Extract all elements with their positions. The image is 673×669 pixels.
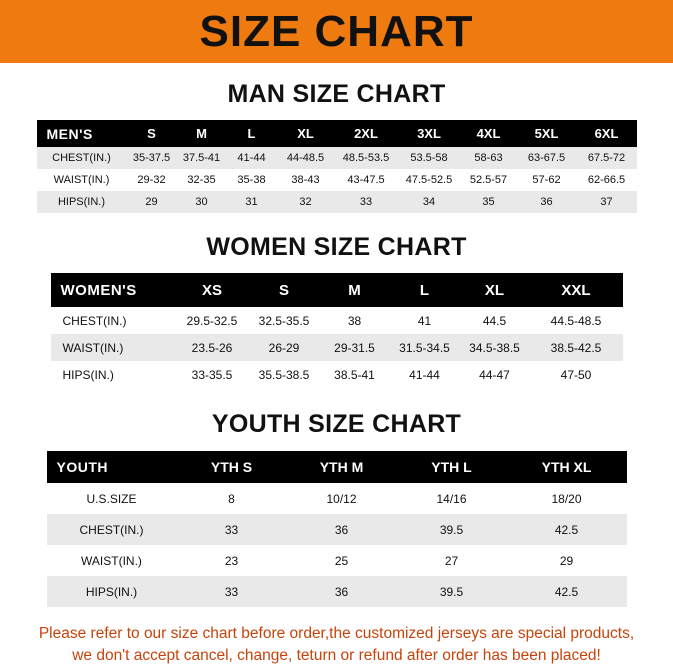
man-row-0-cell-5: 53.5-58 [398, 147, 461, 169]
man-row-2-cell-7: 36 [517, 191, 577, 213]
youth-row-1-cell-2: 39.5 [397, 514, 507, 545]
man-row-2-cell-0: 29 [127, 191, 177, 213]
man-header-cell-2: M [177, 120, 227, 147]
women-header-cell-1: XS [176, 273, 249, 307]
youth-header-cell-2: YTH M [287, 451, 397, 483]
youth-row-3-cell-3: 42.5 [507, 576, 627, 607]
man-row-1-cell-4: 43-47.5 [335, 169, 398, 191]
man-header-cell-4: XL [277, 120, 335, 147]
footer-note-line-1: Please refer to our size chart before order,the customized jerseys are special products, [38, 625, 635, 642]
table-row [51, 334, 623, 361]
man-table-header-row [37, 120, 637, 147]
man-row-1-cell-6: 52.5-57 [461, 169, 517, 191]
women-row-0-cell-5: 44.5-48.5 [530, 307, 623, 334]
youth-row-3-cell-2: 39.5 [397, 576, 507, 607]
man-header-cell-3: L [227, 120, 277, 147]
women-row-1-cell-1: 26-29 [249, 334, 320, 361]
table-row [47, 576, 627, 607]
man-row-0-cell-8: 67.5-72 [577, 147, 637, 169]
youth-row-0-cell-1: 10/12 [287, 483, 397, 514]
youth-row-3-label: HIPS(IN.) [47, 576, 177, 607]
women-size-table [51, 273, 623, 388]
table-row [47, 545, 627, 576]
youth-size-table [47, 451, 627, 607]
man-row-0-cell-0: 35-37.5 [127, 147, 177, 169]
women-row-0-cell-3: 41 [390, 307, 460, 334]
man-row-2-cell-3: 32 [277, 191, 335, 213]
youth-table-container [0, 451, 673, 607]
youth-table-header-row [47, 451, 627, 483]
youth-row-0-cell-3: 18/20 [507, 483, 627, 514]
man-row-1-cell-3: 38-43 [277, 169, 335, 191]
man-row-2-label: HIPS(IN.) [37, 191, 127, 213]
women-header-cell-0: WOMEN'S [51, 273, 176, 307]
man-row-2-cell-5: 34 [398, 191, 461, 213]
women-row-1-label: WAIST(IN.) [51, 334, 176, 361]
youth-row-3-cell-0: 33 [177, 576, 287, 607]
women-row-2-label: HIPS(IN.) [51, 361, 176, 388]
man-row-2-cell-6: 35 [461, 191, 517, 213]
women-row-2-cell-4: 44-47 [460, 361, 530, 388]
man-row-2-cell-8: 37 [577, 191, 637, 213]
women-row-1-cell-0: 23.5-26 [176, 334, 249, 361]
youth-row-2-label: WAIST(IN.) [47, 545, 177, 576]
man-row-0-cell-2: 41-44 [227, 147, 277, 169]
man-row-0-cell-6: 58-63 [461, 147, 517, 169]
table-row [51, 361, 623, 388]
women-row-1-cell-3: 31.5-34.5 [390, 334, 460, 361]
women-row-1-cell-2: 29-31.5 [320, 334, 390, 361]
man-row-0-cell-7: 63-67.5 [517, 147, 577, 169]
man-row-0-cell-3: 44-48.5 [277, 147, 335, 169]
page-banner [0, 0, 673, 63]
man-row-1-cell-8: 62-66.5 [577, 169, 637, 191]
man-row-1-cell-2: 35-38 [227, 169, 277, 191]
youth-header-cell-1: YTH S [177, 451, 287, 483]
man-row-0-cell-1: 37.5-41 [177, 147, 227, 169]
man-table-container [0, 120, 673, 213]
women-row-0-label: CHEST(IN.) [51, 307, 176, 334]
youth-row-0-cell-2: 14/16 [397, 483, 507, 514]
man-row-1-cell-5: 47.5-52.5 [398, 169, 461, 191]
man-row-0-cell-4: 48.5-53.5 [335, 147, 398, 169]
man-section-title: MAN SIZE CHART [227, 80, 446, 108]
table-row [51, 307, 623, 334]
man-row-1-label: WAIST(IN.) [37, 169, 127, 191]
man-header-cell-8: 5XL [517, 120, 577, 147]
man-header-cell-1: S [127, 120, 177, 147]
footer-note-line-2: we don't accept cancel, change, teturn or refund after order has been placed! [72, 647, 601, 665]
women-header-cell-5: XL [460, 273, 530, 307]
man-header-cell-0: MEN'S [37, 120, 127, 147]
table-row [37, 147, 637, 169]
women-table-container [0, 273, 673, 388]
women-row-1-cell-4: 34.5-38.5 [460, 334, 530, 361]
youth-header-cell-0: YOUTH [47, 451, 177, 483]
youth-row-1-cell-3: 42.5 [507, 514, 627, 545]
table-row [47, 483, 627, 514]
youth-row-2-cell-1: 25 [287, 545, 397, 576]
youth-row-3-cell-1: 36 [287, 576, 397, 607]
man-row-2-cell-2: 31 [227, 191, 277, 213]
youth-row-1-cell-1: 36 [287, 514, 397, 545]
man-row-1-cell-0: 29-32 [127, 169, 177, 191]
women-row-0-cell-2: 38 [320, 307, 390, 334]
man-header-cell-9: 6XL [577, 120, 637, 147]
youth-row-2-cell-0: 23 [177, 545, 287, 576]
women-header-cell-4: L [390, 273, 460, 307]
youth-row-1-label: CHEST(IN.) [47, 514, 177, 545]
women-row-0-cell-1: 32.5-35.5 [249, 307, 320, 334]
man-row-2-cell-1: 30 [177, 191, 227, 213]
table-row [47, 514, 627, 545]
youth-row-0-label: U.S.SIZE [47, 483, 177, 514]
women-row-0-cell-0: 29.5-32.5 [176, 307, 249, 334]
man-header-cell-6: 3XL [398, 120, 461, 147]
women-row-1-cell-5: 38.5-42.5 [530, 334, 623, 361]
women-row-2-cell-2: 38.5-41 [320, 361, 390, 388]
man-header-cell-5: 2XL [335, 120, 398, 147]
women-table-header-row [51, 273, 623, 307]
women-header-cell-6: XXL [530, 273, 623, 307]
man-row-0-label: CHEST(IN.) [37, 147, 127, 169]
man-size-table [37, 120, 637, 213]
man-header-cell-7: 4XL [461, 120, 517, 147]
table-row [37, 169, 637, 191]
youth-row-1-cell-0: 33 [177, 514, 287, 545]
women-row-0-cell-4: 44.5 [460, 307, 530, 334]
page-title: SIZE CHART [199, 6, 474, 56]
youth-row-0-cell-0: 8 [177, 483, 287, 514]
youth-row-2-cell-3: 29 [507, 545, 627, 576]
man-row-1-cell-7: 57-62 [517, 169, 577, 191]
table-row [37, 191, 637, 213]
women-row-2-cell-1: 35.5-38.5 [249, 361, 320, 388]
youth-header-cell-4: YTH XL [507, 451, 627, 483]
women-row-2-cell-5: 47-50 [530, 361, 623, 388]
women-header-cell-2: S [249, 273, 320, 307]
man-row-1-cell-1: 32-35 [177, 169, 227, 191]
youth-header-cell-3: YTH L [397, 451, 507, 483]
women-section-title: WOMEN SIZE CHART [206, 233, 467, 261]
youth-section-title: YOUTH SIZE CHART [211, 410, 462, 438]
youth-row-2-cell-2: 27 [397, 545, 507, 576]
women-row-2-cell-3: 41-44 [390, 361, 460, 388]
footer-note [0, 623, 673, 668]
man-row-2-cell-4: 33 [335, 191, 398, 213]
women-row-2-cell-0: 33-35.5 [176, 361, 249, 388]
women-header-cell-3: M [320, 273, 390, 307]
